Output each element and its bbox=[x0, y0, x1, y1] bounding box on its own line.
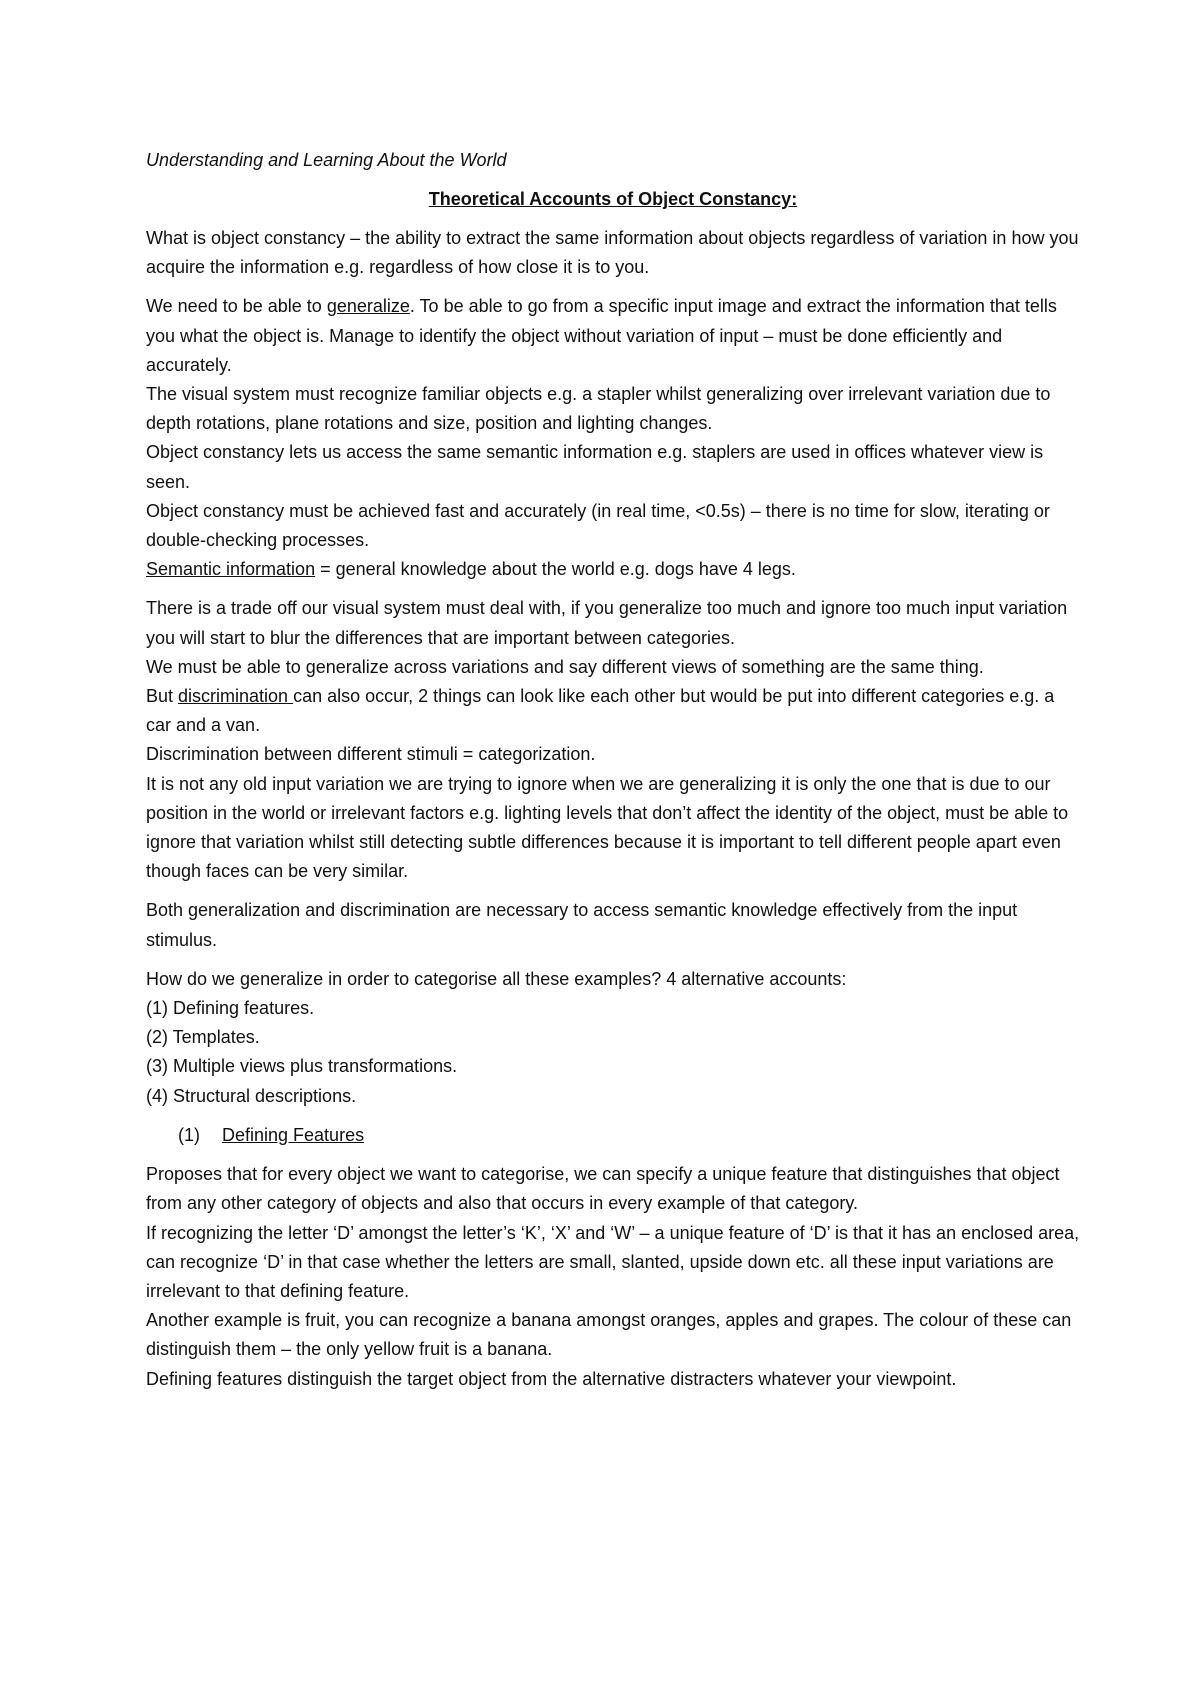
text-span: can also occur, 2 things can look like each other but would be put into different categories e.g. a car and a van. bbox=[146, 686, 1055, 736]
paragraph-both: Both generalization and discrimination are necessary to access semantic knowledge effectively from the input stimulus. bbox=[146, 900, 1018, 950]
paragraph-visual-system: The visual system must recognize familiar objects e.g. a stapler whilst generalizing over irrelevant variation due to depth rotations, plane rotations and size, position and lighting changes. bbox=[146, 384, 1051, 434]
list-item: (1) Defining features. bbox=[146, 998, 315, 1019]
underlined-term-semantic-information: Semantic information bbox=[146, 559, 316, 580]
paragraph-generalize bbox=[146, 292, 1080, 380]
paragraph-input-variation: It is not any old input variation we are trying to ignore when we are generalizing it is only the one that is due to our position in the world or irrelevant factors e.g. lighting levels that don’t affect the identity of the object, must be able to ignore that variation whilst still detecting subtle differences because it is important to tell different people apart even though faces can be very similar. bbox=[146, 773, 1069, 882]
list-item: (4) Structural descriptions. bbox=[146, 1085, 357, 1106]
text-span: = general knowledge about the world e.g. dogs have 4 legs. bbox=[315, 559, 796, 580]
list-item: (3) Multiple views plus transformations. bbox=[146, 1056, 458, 1077]
paragraph-fruit: Another example is fruit, you can recognize a banana amongst oranges, apples and grapes. The colour of these can distinguish them – the only yellow fruit is a banana. bbox=[146, 1310, 1072, 1360]
list-item: (2) Templates. bbox=[146, 1027, 260, 1048]
text-span: We need to be able to bbox=[146, 296, 327, 317]
paragraph-categorization: Discrimination between different stimuli = categorization. bbox=[146, 744, 596, 765]
paragraph-defining-features: Defining features distinguish the target object from the alternative distracters whatever your viewpoint. bbox=[146, 1368, 957, 1389]
paragraph-semantic-definition bbox=[146, 555, 1080, 584]
subsection-number: (1) bbox=[178, 1124, 200, 1145]
paragraph-letter-d: If recognizing the letter ‘D’ amongst the letter’s ‘K’, ‘X’ and ‘W’ – a unique feature of ‘D’ is that it has an enclosed area, can recognize ‘D’ in that case whether the letters are small, slanted, upside down etc. all these input variations are irrelevant to that defining feature. bbox=[146, 1222, 1080, 1301]
paragraph-discrimination bbox=[146, 682, 1080, 740]
subsection-heading bbox=[146, 1121, 1080, 1150]
underlined-term-discrimination: discrimination bbox=[178, 686, 294, 707]
document-title: Understanding and Learning About the World bbox=[146, 150, 507, 170]
paragraph-trade-off: There is a trade off our visual system must deal with, if you generalize too much and ignore too much input variation you will start to blur the differences that are important between categories. bbox=[146, 598, 1068, 648]
paragraph-semantic-access: Object constancy lets us access the same semantic information e.g. staplers are used in offices whatever view is seen. bbox=[146, 442, 1044, 492]
paragraph-generalize-across: We must be able to generalize across variations and say different views of something are the same thing. bbox=[146, 656, 984, 677]
paragraph-object-constancy: What is object constancy – the ability to extract the same information about objects regardless of variation in how you acquire the information e.g. regardless of how close it is to you. bbox=[146, 228, 1079, 278]
paragraph-accounts-intro: How do we generalize in order to categorise all these examples? 4 alternative accounts: bbox=[146, 968, 847, 989]
subsection-title: Defining Features bbox=[222, 1124, 365, 1145]
underlined-term-generalize: generalize bbox=[326, 296, 410, 317]
text-span: . To be able to go from a specific input image and extract the information that tells you what the object is. Manage to identify the object without variation of input – must be done efficiently and accurately. bbox=[146, 296, 1057, 375]
section-heading: Theoretical Accounts of Object Constancy: bbox=[428, 189, 798, 209]
paragraph-speed: Object constancy must be achieved fast and accurately (in real time, <0.5s) – there is no time for slow, iterating or double-checking processes. bbox=[146, 500, 1050, 551]
paragraph-proposes: Proposes that for every object we want to categorise, we can specify a unique feature that distinguishes that object from any other category of objects and also that occurs in every example of that category. bbox=[146, 1164, 1060, 1214]
text-span: But bbox=[146, 686, 179, 707]
